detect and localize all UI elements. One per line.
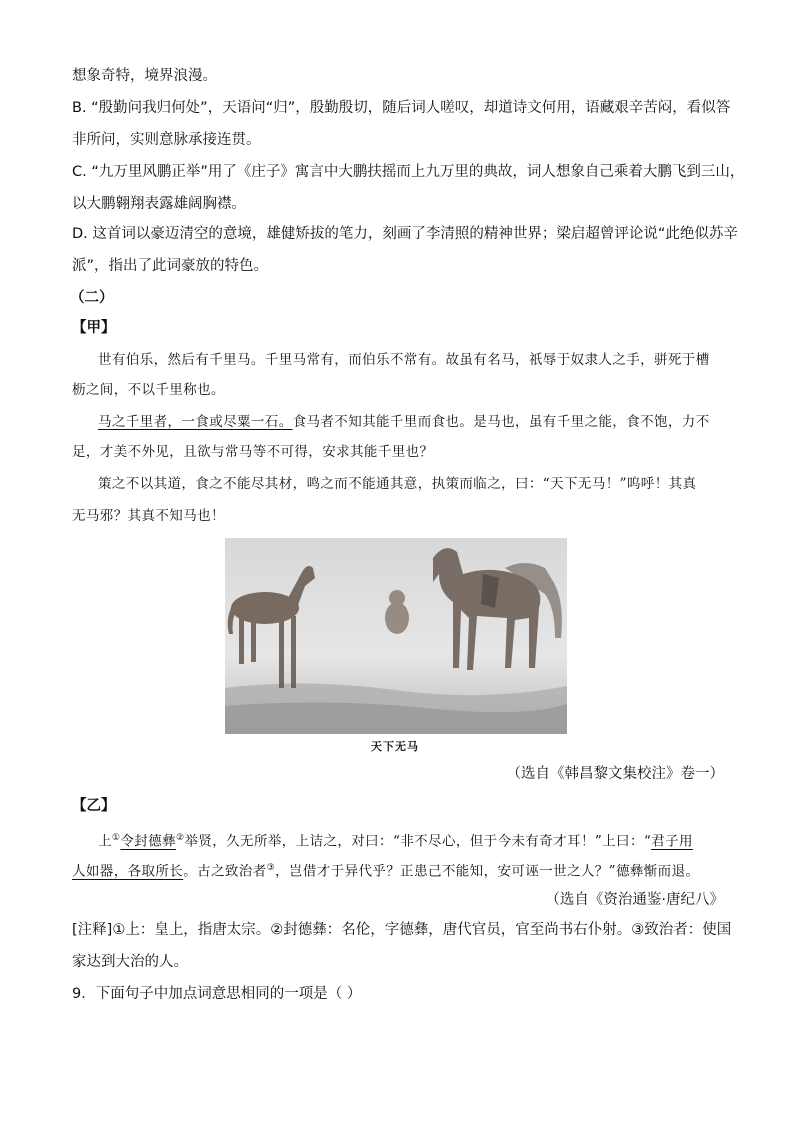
passage-text: 上 [98,833,112,850]
horses-illustration [225,538,567,734]
option-d-line2: 派”，指出了此词豪放的特色。 [72,258,269,274]
option-d-line1: D. 这首词以豪迈清空的意境，雄健矫拔的笔力，刻画了李清照的精神世界；梁启超曾评论说“此绝似苏辛 [72,226,738,242]
figure-caption: 天下无马 [371,740,419,753]
underlined-sentence: 君子用 [651,833,693,850]
footnote-marker: ② [175,833,185,843]
passage-text: 举贤，久无所举，上诘之，对曰：“非不尽心，但于今未有奇才耳！”上曰：“ [184,833,652,850]
passage-yi-line2 [72,858,699,882]
footnote-marker: ③ [266,863,276,873]
annotation-line1: [注释]①上：皇上，指唐太宗。②封德彝：名伦，字德彝，唐代官员，官至尚书右仆射。③致治者：使国 [72,922,732,938]
underlined-sentence: 人如器，各取所长 [72,863,184,880]
passage-jia-line6: 无马邪？其真不知马也！ [72,508,225,524]
question-9: 9．下面句子中加点词意思相同的一项是（ ） [72,986,362,1002]
option-b-line2: 非所问，实则意脉承接连贯。 [72,132,261,148]
underlined-sentence: 马之千里者，一食或尽粟一石。 [98,414,293,430]
passage-jia-label: 【甲】 [72,320,116,336]
section-heading: （二） [70,290,114,306]
passage-jia-line1: 世有伯乐，然后有千里马。千里马常有，而伯乐不常有。故虽有名马，祇辱于奴隶人之手，骈死于槽 [98,352,710,368]
passage-yi-label: 【乙】 [72,798,116,814]
passage-text: 。古之致治者 [183,863,267,880]
passage-text: ，岂借才于异代乎？正患己不能知，安可诬一世之人？”德彝惭而退。 [275,863,700,880]
passage-jia-line3 [98,412,710,432]
passage-jia-line5: 策之不以其道，食之不能尽其材，鸣之而不能通其意，执策而临之，曰：“天下无马！”呜呼！其真 [98,476,697,492]
passage-jia-line4: 足，才美不外见，且欲与常马等不可得，安求其能千里也？ [72,444,434,460]
passage-yi-line1 [98,828,693,852]
underlined-phrase: 令封德彝 [120,833,176,850]
option-c-line1: C. “九万里风鹏正举”用了《庄子》寓言中大鹏扶摇而上九万里的典故，词人想象自己乘着大鹏飞到三山， [72,164,745,180]
source-citation: （选自《韩昌黎文集校注》卷一） [506,766,724,782]
passage-jia-line2: 枥之间，不以千里称也。 [72,382,225,398]
annotation-line2: 家达到大治的人。 [72,954,188,970]
footnote-marker: ① [111,833,121,843]
source-citation: （选自《资治通鉴·唐纪八》 [545,892,724,908]
text-line: 想象奇特，境界浪漫。 [72,68,217,84]
passage-text: 食马者不知其能千里而食也。是马也，虽有千里之能，食不饱，力不 [292,414,710,430]
option-c-line2: 以大鹏翱翔表露雄阔胸襟。 [72,196,246,212]
option-b-line1: B. “殷勤问我归何处”，天语问“归”，殷勤殷切，随后词人嗟叹，却道诗文何用，语藏艰辛苦闷，看似答 [72,100,731,116]
